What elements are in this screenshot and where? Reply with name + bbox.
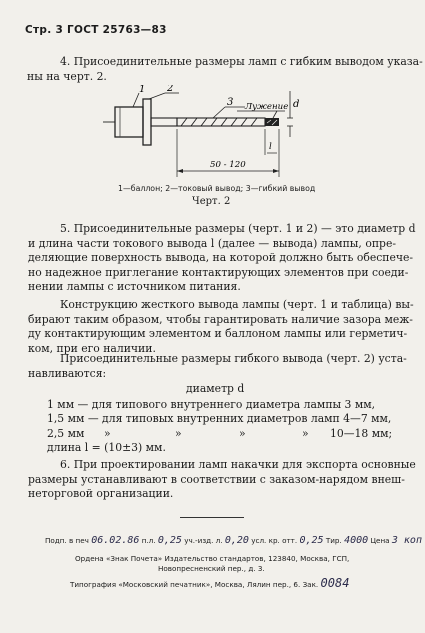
figure-caption: 1—баллон; 2—токовый вывод; 3—гибкий вывод [118,184,316,193]
lamp-diagram [95,85,405,185]
paragraph-line: 4. Присоединительные размеры ламп с гибким выводом указа- [60,55,423,68]
paragraph-line: 6. При проектировании ламп накачки для экспорта основные [60,458,416,471]
size-row-3 [47,427,392,442]
paragraph-6 [28,458,416,502]
paragraph-line: ны на черт. 2. [27,69,107,83]
imprint-label: п.л. [141,536,156,545]
paragraph-line: Конструкцию жесткого вывода лампы (черт. 1 и таблица) вы- [60,298,414,311]
dim-range-label: 50 - 120 [210,160,246,170]
paragraph-5 [28,222,416,295]
paragraph-line: и длина части токового вывода l (далее — вывода) лампы, опре- [28,236,396,250]
page-header: Стр. 3 ГОСТ 25763—83 [25,24,167,36]
paragraph-rigid-lead [28,298,414,356]
imprint-line-2: Ордена «Знак Почета» Издательство стандартов, 123840, Москва, ГСП, [75,554,350,563]
imprint-label: Цена [370,536,390,545]
dim-d-label: d [293,99,300,110]
handwritten-order-number: 0084 [320,576,350,590]
figure-label: Черт. 2 [192,196,231,207]
paragraph-line: навливаются: [28,366,107,380]
handwritten-value: 3 коп [391,535,422,546]
handwritten-value: 4000 [344,535,369,546]
imprint-text: Типография «Московский печатник», Москва, Лялин пер., 6. Зак. [70,580,319,589]
imprint-label: Тир. [325,536,342,545]
divider [180,517,244,518]
size-row-3-value: 2,5 мм [47,427,85,440]
imprint-line-3: Новопресненский пер., д. 3. [158,564,265,573]
handwritten-date: 06.02.86 [91,535,140,546]
paragraph-line: но надежное приглегание контактирующих элементов при соеди- [28,265,409,279]
ditto-mark: » [239,427,246,440]
size-row-1: 1 мм — для типового внутреннего диаметра лампы 3 мм, [47,398,376,411]
dim-l-label: l [269,142,272,152]
handwritten-value: 0,25 [299,535,324,546]
ditto-mark: » [302,427,309,440]
imprint-label: уч.-изд. л. [184,536,223,545]
paragraph-line: размеры устанавливают в соответствии с заказом-нарядом внеш- [28,472,405,486]
paragraph-line: 5. Присоединительные размеры (черт. 1 и 2) — это диаметр d [60,222,416,235]
length-row: длина l = (10±3) мм. [47,441,166,454]
handwritten-value: 0,20 [224,535,249,546]
coating-label: Лужение [245,102,289,112]
label-3: 3 [227,97,234,108]
paragraph-line: бирают таким образом, чтобы гарантировать наличие зазора меж- [28,312,413,326]
label-2: 2 [167,85,174,94]
diameter-heading: диаметр d [186,382,245,395]
paragraph-line: нении лампы с источником питания. [28,280,241,294]
imprint-label: Подп. в печ [45,536,89,545]
paragraph-line: ком, при его наличии. [28,341,156,355]
bulb-shape [115,107,143,137]
ditto-mark: » [104,427,111,440]
imprint-label: усл. кр. отт. [251,536,298,545]
paragraph-4 [27,55,423,84]
handwritten-value: 0,25 [157,535,182,546]
ditto-mark: » [175,427,182,440]
paragraph-flexible-lead [28,352,407,381]
current-lead-shape [143,99,151,145]
paragraph-line: Присоединительные размеры гибкого вывода (черт. 2) уста- [60,352,407,365]
imprint-line-1 [45,535,422,546]
label-1: 1 [139,85,146,95]
paragraph-line: деляющие поверхность вывода, на которой должно быть обеспече- [28,251,414,265]
paragraph-line: неторговой организации. [28,487,174,501]
size-row-2: 1,5 мм — для типовых внутренних диаметров ламп 4—7 мм, [47,412,392,425]
paragraph-line: ду контактирующим элементом и баллоном лампы или герметич- [28,327,408,341]
imprint-line-4 [70,576,349,590]
size-row-3-range: 10—18 мм; [330,427,393,440]
